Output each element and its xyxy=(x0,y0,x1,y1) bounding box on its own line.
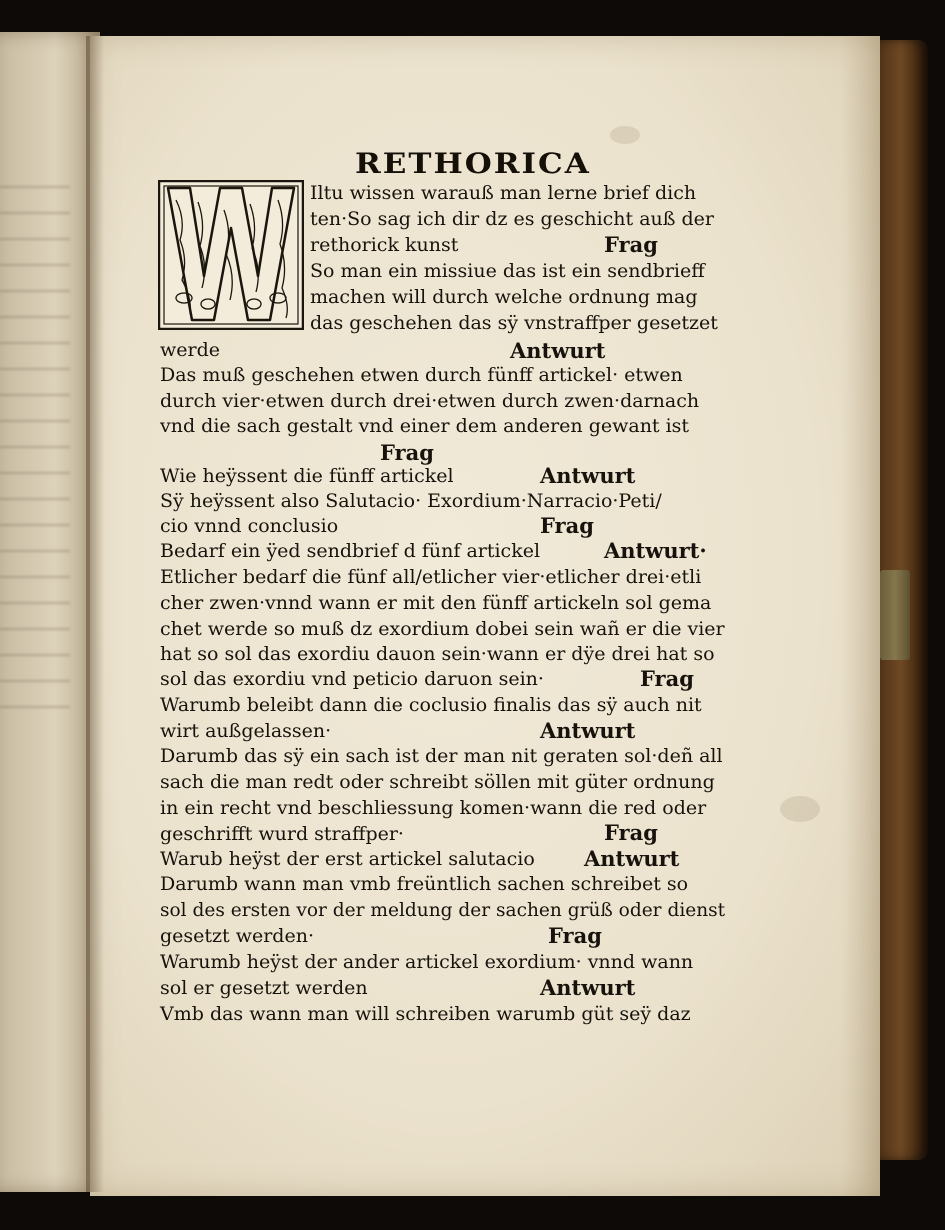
text-line: machen will durch welche ordnung mag xyxy=(310,286,698,308)
text-line: So man ein missiue das ist ein sendbrieff xyxy=(310,260,705,282)
frag-marker: Frag xyxy=(604,820,658,845)
text-line: Warub heÿst der erst artickel salutacio xyxy=(160,848,535,870)
paper-blemish xyxy=(780,796,820,822)
text-line: Sÿ heÿssent also Salutacio· Exordium·Narracio·Peti/ xyxy=(160,490,662,512)
text-line: sol er gesetzt werden xyxy=(160,977,368,999)
text-line: ten·So sag ich dir dz es geschicht auß der xyxy=(310,208,714,230)
decorated-initial-letter xyxy=(158,180,304,330)
text-line: Darumb wann man vmb freüntlich sachen schreibet so xyxy=(160,873,689,895)
text-line: sol das exordiu vnd peticio daruon sein· xyxy=(160,668,544,690)
text-line: Iltu wissen warauß man lerne brief dich xyxy=(310,182,697,204)
text-line: vnd die sach gestalt vnd einer dem anderen gewant ist xyxy=(160,415,690,437)
text-line: Das muß geschehen etwen durch fünff artickel· etwen xyxy=(160,364,683,386)
antwurt-marker: Antwurt xyxy=(540,463,636,488)
antwurt-marker: Antwurt xyxy=(540,975,636,1000)
text-line: Etlicher bedarf die fünf all/etlicher vier·etlicher drei·etli xyxy=(160,566,702,588)
frag-marker: Frag xyxy=(604,232,658,257)
frag-marker: Frag xyxy=(548,923,602,948)
paper-blemish xyxy=(610,126,640,144)
antwurt-marker: Antwurt· xyxy=(604,538,707,563)
text-line: sol des ersten vor der meldung der sachen grüß oder dienst xyxy=(160,899,726,921)
text-line: cio vnnd conclusio xyxy=(160,515,339,537)
text-line: Vmb das wann man will schreiben warumb güt seÿ daz xyxy=(160,1003,691,1025)
page-edge-stain xyxy=(840,36,880,1196)
running-head: RETHORICA xyxy=(355,147,591,181)
text-line: cher zwen·vnnd wann er mit den fünff artickeln sol gema xyxy=(160,592,712,614)
text-line: Wie heÿssent die fünff artickel xyxy=(160,465,454,487)
frag-marker: Frag xyxy=(380,440,434,465)
text-line: durch vier·etwen durch drei·etwen durch zwen·darnach xyxy=(160,390,700,412)
antwurt-marker: Antwurt xyxy=(584,846,680,871)
text-line: Bedarf ein ÿed sendbrief d fünf artickel xyxy=(160,540,541,562)
text-line: wirt außgelassen· xyxy=(160,720,332,742)
left-page-edge xyxy=(0,32,100,1192)
page-gutter-shadow xyxy=(86,36,104,1192)
text-line: geschrifft wurd straffper· xyxy=(160,823,404,845)
ink-bleed-through xyxy=(0,172,70,732)
text-line: rethorick kunst xyxy=(310,234,459,256)
text-line: werde xyxy=(160,339,220,361)
text-line: sach die man redt oder schreibt söllen mit güter ordnung xyxy=(160,771,715,793)
text-line: Warumb beleibt dann die coclusio finalis das sÿ auch nit xyxy=(160,694,702,716)
antwurt-marker: Antwurt xyxy=(510,338,606,363)
text-line: hat so sol das exordiu dauon sein·wann er dÿe drei hat so xyxy=(160,643,715,665)
frag-marker: Frag xyxy=(640,666,694,691)
text-line: gesetzt werden· xyxy=(160,925,314,947)
text-line: chet werde so muß dz exordium dobei sein wañ er die vier xyxy=(160,618,725,640)
antwurt-marker: Antwurt xyxy=(540,718,636,743)
brass-clasp xyxy=(880,570,910,660)
text-line: Warumb heÿst der ander artickel exordium· vnnd wann xyxy=(160,951,694,973)
text-line: das geschehen das sÿ vnstraffper gesetzet xyxy=(310,312,718,334)
frag-marker: Frag xyxy=(540,513,594,538)
text-line: in ein recht vnd beschliessung komen·wann die red oder xyxy=(160,797,707,819)
text-line: Darumb das sÿ ein sach ist der man nit geraten sol·deñ all xyxy=(160,745,723,767)
